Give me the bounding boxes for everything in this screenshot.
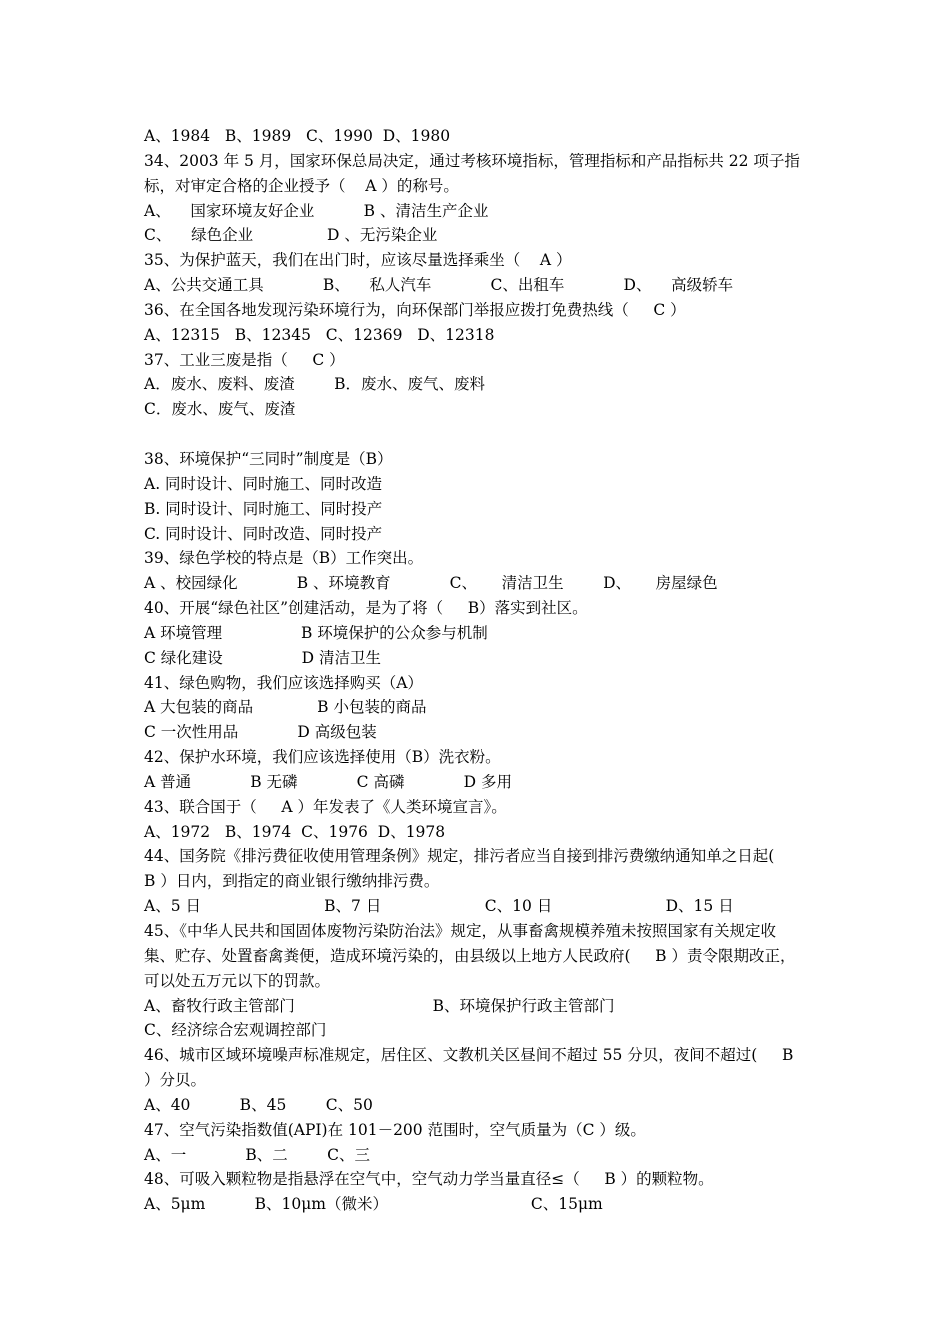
option-line: A、畜牧行政主管部门 B、环境保护行政主管部门 <box>144 996 615 1015</box>
option-line: A、12315 B、12345 C、12369 D、12318 <box>144 325 495 344</box>
blank-line <box>144 422 814 447</box>
question-36: 36、在全国各地发现污染环境行为，向环保部门举报应拨打免费热线（ C ） <box>144 300 686 319</box>
question-45-line-3: 可以处五万元以下的罚款。 <box>144 971 331 990</box>
question-45-line-2: 集、贮存、处置畜禽粪便，造成环境污染的，由县级以上地方人民政府( B ）责令限期改正， <box>144 946 796 965</box>
question-45-line-1: 45、《中华人民共和国固体废物污染防治法》规定，从事畜禽规模养殖未按照国家有关规定收 <box>144 922 776 940</box>
option-line: B. 同时设计、同时施工、同时投产 <box>144 499 383 518</box>
option-line: A．废水、废料、废渣 B．废水、废气、废料 <box>144 375 486 394</box>
question-43: 43、联合国于（ A ）年发表了《人类环境宣言》。 <box>144 797 507 816</box>
option-line: C 一次性用品 D 高级包装 <box>144 723 377 742</box>
question-47: 47、空气污染指数值(API)在 101－200 范围时，空气质量为（C ）级。 <box>144 1120 646 1139</box>
option-line: A、公共交通工具 B、 私人汽车 C、出租车 D、 高级轿车 <box>144 276 734 295</box>
option-line: C．废水、废气、废渣 <box>144 400 296 419</box>
question-38: 38、环境保护“三同时”制度是（B） <box>144 449 393 468</box>
question-46-line-1: 46、城市区域环境噪声标准规定，居住区、文教机关区昼间不超过 55 分贝，夜间不超过( B <box>144 1046 794 1065</box>
question-37: 37、工业三废是指（ C ） <box>144 350 345 369</box>
option-line: C 绿化建设 D 清洁卫生 <box>144 648 381 667</box>
option-line: A、 国家环境友好企业 B 、清洁生产企业 <box>144 201 489 220</box>
option-line: C、 绿色企业 D 、无污染企业 <box>144 226 438 245</box>
question-34-line-1: 34、2003 年 5 月，国家环保总局决定，通过考核环境指标，管理指标和产品指标共 22 项子指 <box>144 151 800 170</box>
option-line: A、5 日 B、7 日 C、10 日 D、15 日 <box>144 897 734 916</box>
question-44-line-2: B ）日内，到指定的商业银行缴纳排污费。 <box>144 872 440 891</box>
option-line: A、一 B、二 C、三 <box>144 1145 370 1164</box>
option-line: A. 同时设计、同时施工、同时改造 <box>144 474 383 493</box>
question-39: 39、绿色学校的特点是（B）工作突出。 <box>144 549 424 568</box>
question-48: 48、可吸入颗粒物是指悬浮在空气中，空气动力学当量直径≤（ B ）的颗粒物。 <box>144 1170 714 1189</box>
question-42: 42、保护水环境，我们应该选择使用（B）洗衣粉。 <box>144 748 501 767</box>
question-46-line-2: ）分贝。 <box>144 1071 207 1090</box>
option-line: C、经济综合宏观调控部门 <box>144 1021 327 1040</box>
question-34-line-2: 标，对审定合格的企业授予（ A ）的称号。 <box>144 176 459 195</box>
option-line: A、40 B、45 C、50 <box>144 1095 373 1114</box>
question-40: 40、开展“绿色社区”创建活动，是为了将（ B）落实到社区。 <box>144 599 588 618</box>
text-line: A、1984 B、1989 C、1990 D、1980 <box>144 127 451 145</box>
option-line: C. 同时设计、同时改造、同时投产 <box>144 524 383 543</box>
option-line: A 大包装的商品 B 小包装的商品 <box>144 698 427 717</box>
question-44-line-1: 44、国务院《排污费征收使用管理条例》规定，排污者应当自接到排污费缴纳通知单之日起( <box>144 847 775 866</box>
question-35: 35、为保护蓝天，我们在出门时，应该尽量选择乘坐（ A ） <box>144 251 572 270</box>
option-line: A 环境管理 B 环境保护的公众参与机制 <box>144 623 488 642</box>
document-body <box>144 124 814 1217</box>
option-line: A 普通 B 无磷 C 高磷 D 多用 <box>144 772 512 791</box>
option-line: A 、校园绿化 B 、环境教育 C、 清洁卫生 D、 房屋绿色 <box>144 574 718 593</box>
option-line: A、5μm B、10μm（微米） C、15μm <box>144 1195 603 1214</box>
question-41: 41、绿色购物，我们应该选择购买（A） <box>144 673 423 692</box>
option-line: A、1972 B、1974 C、1976 D、1978 <box>144 822 446 841</box>
